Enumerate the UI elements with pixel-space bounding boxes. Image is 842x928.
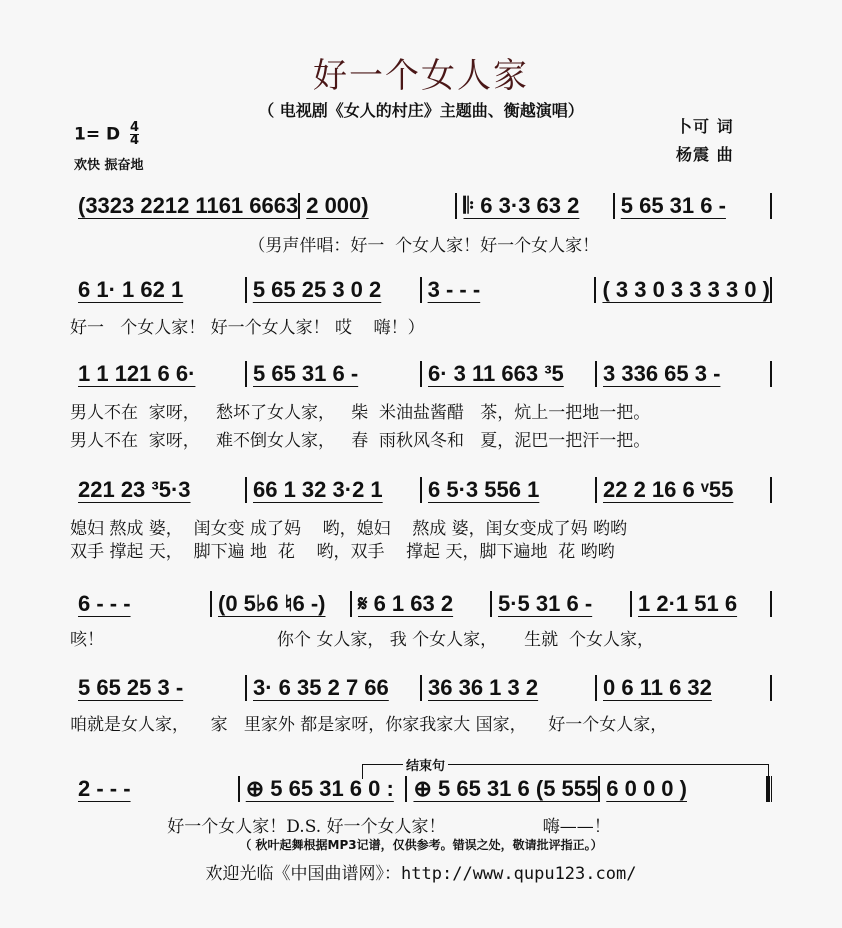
measure: 2 000) [306,193,369,218]
key-signature [74,122,139,147]
notation-row [72,675,772,701]
measure: 6 1· 1 62 1 [78,277,184,302]
measure: 6 0 0 0 ) [606,776,687,801]
measure: 𝄆 6 3·3 63 2 [463,193,580,218]
measure: 0 6 11 6 32 [603,675,712,700]
notation-row [72,277,772,303]
key-label: 1= D [74,124,121,145]
measure: 22 2 16 6 ᵛ55 [603,477,734,502]
measure: 3· 6 35 2 7 66 [253,675,389,700]
measure: 5 65 25 3 - [78,675,184,700]
bar-line [770,591,772,617]
measure: 5·5 31 6 - [498,591,593,616]
measure: 66 1 32 3·2 1 [253,477,383,502]
song-subtitle: （ 电视剧《女人的村庄》主题曲、衡越演唱） [258,101,584,120]
measure: 5 65 31 6 - [253,361,359,386]
measure: 2 - - - [78,776,131,801]
bar-line [770,277,772,303]
notation-row [72,477,772,503]
lyric-line: 男人不在 家呀， 难不倒女人家， 春 雨秋风冬和 夏，泥巴一把汗一把。 [70,431,651,451]
lyric-line: 媳妇 熬成 婆， 闺女变 成了妈 哟，媳妇 熬成 婆，闺女变成了妈 哟哟 [70,519,628,539]
measure: 36 36 1 3 2 [428,675,539,700]
time-bottom: 4 [130,133,140,148]
measure: (3323 2212 1161 6663 [78,193,299,218]
measure: ⊕ 5 65 31 6 0 : [245,776,394,801]
measure: (0 5♭6 ♮6 -) [218,591,326,616]
bar-line [770,193,772,219]
bar-line [770,477,772,503]
site-footer: 欢迎光临《中国曲谱网》：http://www.qupu123.com/ [205,864,637,884]
lyric-line: 好一个女人家！D.S. 好一个女人家！ 嗨——！ [70,817,611,837]
lyric-line: 咳！ 你个 女人家， 我 个女人家， 生就 个女人家， [70,630,654,650]
measure: 3 336 65 3 - [603,361,721,386]
ending-bracket [362,759,769,779]
lyric-line: 咱就是女人家， 家 里家外 都是家呀，你家我家大 国家， 好一个女人家， [70,715,668,735]
time-top: 4 [130,120,140,135]
lyric-line: 男人不在 家呀， 愁坏了女人家， 柴 米油盐酱醋 茶，炕上一把地一把。 [70,403,651,423]
lyric-line: （男声伴唱：好一 个女人家！好一个女人家！ [70,236,600,256]
notation-row [72,193,772,219]
measure: 221 23 ³5·3 [78,477,191,502]
bar-line [770,675,772,701]
measure: 3 - - - [427,277,481,302]
song-title: 好一个女人家 [313,56,529,96]
measure: ⊕ 5 65 31 6 (5 555 [413,776,599,801]
transcription-note: （ 秋叶起舞根据MP3记谱，仅供参考。错误之处，敬请批评指正。） [239,838,603,852]
measure: 6 5·3 556 1 [428,477,540,502]
lyric-line: 双手 撑起 天， 脚下遍 地 花 哟，双手 撑起 天，脚下遍地 花 哟哟 [70,542,615,562]
measure: 5 65 31 6 - [620,193,726,218]
measure: ( 3 3 0 3 3 3 3 0 ) [602,277,770,302]
measure: 𝄋 6 1 63 2 [358,591,454,616]
notation-row [72,361,772,387]
lyricist-credit: 卜可 词 [676,117,734,136]
composer-credit: 杨震 曲 [676,145,734,164]
measure: 1 1 121 6 6· [78,361,196,386]
notation-row [72,591,772,617]
measure: 5 65 25 3 0 2 [252,277,382,302]
measure: 1 2·1 51 6 [638,591,738,616]
bar-line [766,776,772,802]
time-signature [130,122,139,147]
notation-row [72,776,772,802]
tempo-marking: 欢快 振奋地 [74,158,144,173]
ending-label: 结束句 [403,755,448,774]
measure: 6 - - - [78,591,131,616]
measure: 6· 3 11 663 ³5 [428,361,564,386]
lyric-line: 好一 个女人家！ 好一个女人家！ 哎 嗨！） [70,318,425,338]
bar-line [770,361,772,387]
